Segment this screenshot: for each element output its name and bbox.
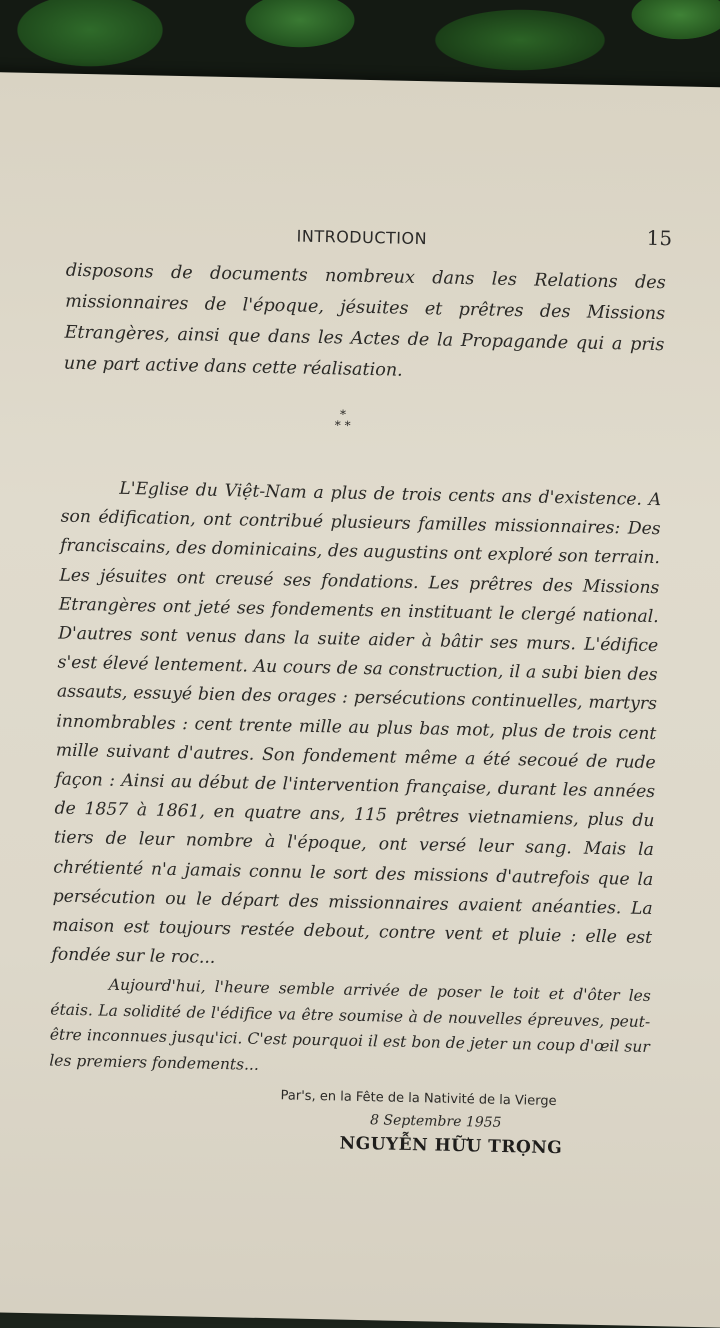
signature-place: Par's, en la Fête de la Nativité de la Vierge [280, 1088, 557, 1110]
section-separator [323, 409, 363, 432]
book-page [0, 72, 720, 1328]
separator-stars-bottom: * * [334, 418, 351, 433]
signature-date: 8 Septembre 1955 [369, 1112, 502, 1131]
paragraph-continuation: disposons de documents nombreux dans les Relations des missionnaires de l'époque, jésuites et prêtres des Missions Etrangères, ainsi que dans les Actes de la Propagande qui a pris une part active dans cette réalisation. [63, 260, 666, 381]
paragraph-closing: Aujourd'hui, l'heure semble arrivée de poser le toit et d'ôter les étais. La solidité de l'édifice va être soumise à de nouvelles épreuves, peut-être inconnues jusqu'ici. C'est pourquoi il est bon de jeter un coup d'œil sur les premiers fondements... [49, 975, 651, 1074]
paragraph-main: L'Eglise du Việt-Nam a plus de trois cents ans d'existence. A son édification, ont contribué plusieurs familles missionnaires: Des franciscains, des dominicains, des augustins ont exploré son terrain. Les jésuites ont creusé ses fondations. Les prêtres des Missions Etrangères ont jeté ses fondements en instituant le clergé national. D'autres sont venus dans la suite aider à bâtir ses murs. L'édifice s'est élevé lentement. Au cours de sa construction, il a subi bien des assauts, essuyé bien des orages : persécutions continuelles, martyrs innombrables : cent trente mille au plus bas mot, plus de trois cent mille suivant d'autres. Son fondement même a été secoué de rude façon : Ainsi au début de l'intervention française, durant les années de 1857 à 1861, en quatre ans, 115 prêtres vietnamiens, plus du tiers de leur nombre à l'époque, ont versé leur sang. Mais la chrétienté n'a jamais connu le sort des missions d'autrefois que la persécution ou le départ des missionnaires avaient anéanties. La maison est toujours restée debout, contre vent et pluie : elle est fondée sur le roc... [51, 478, 662, 969]
page-number: 15 [646, 225, 673, 251]
running-header: INTRODUCTION [296, 226, 428, 249]
separator-star-top: * [339, 407, 347, 422]
signature-name: NGUYỄN HỮU TRỌNG [339, 1133, 563, 1159]
